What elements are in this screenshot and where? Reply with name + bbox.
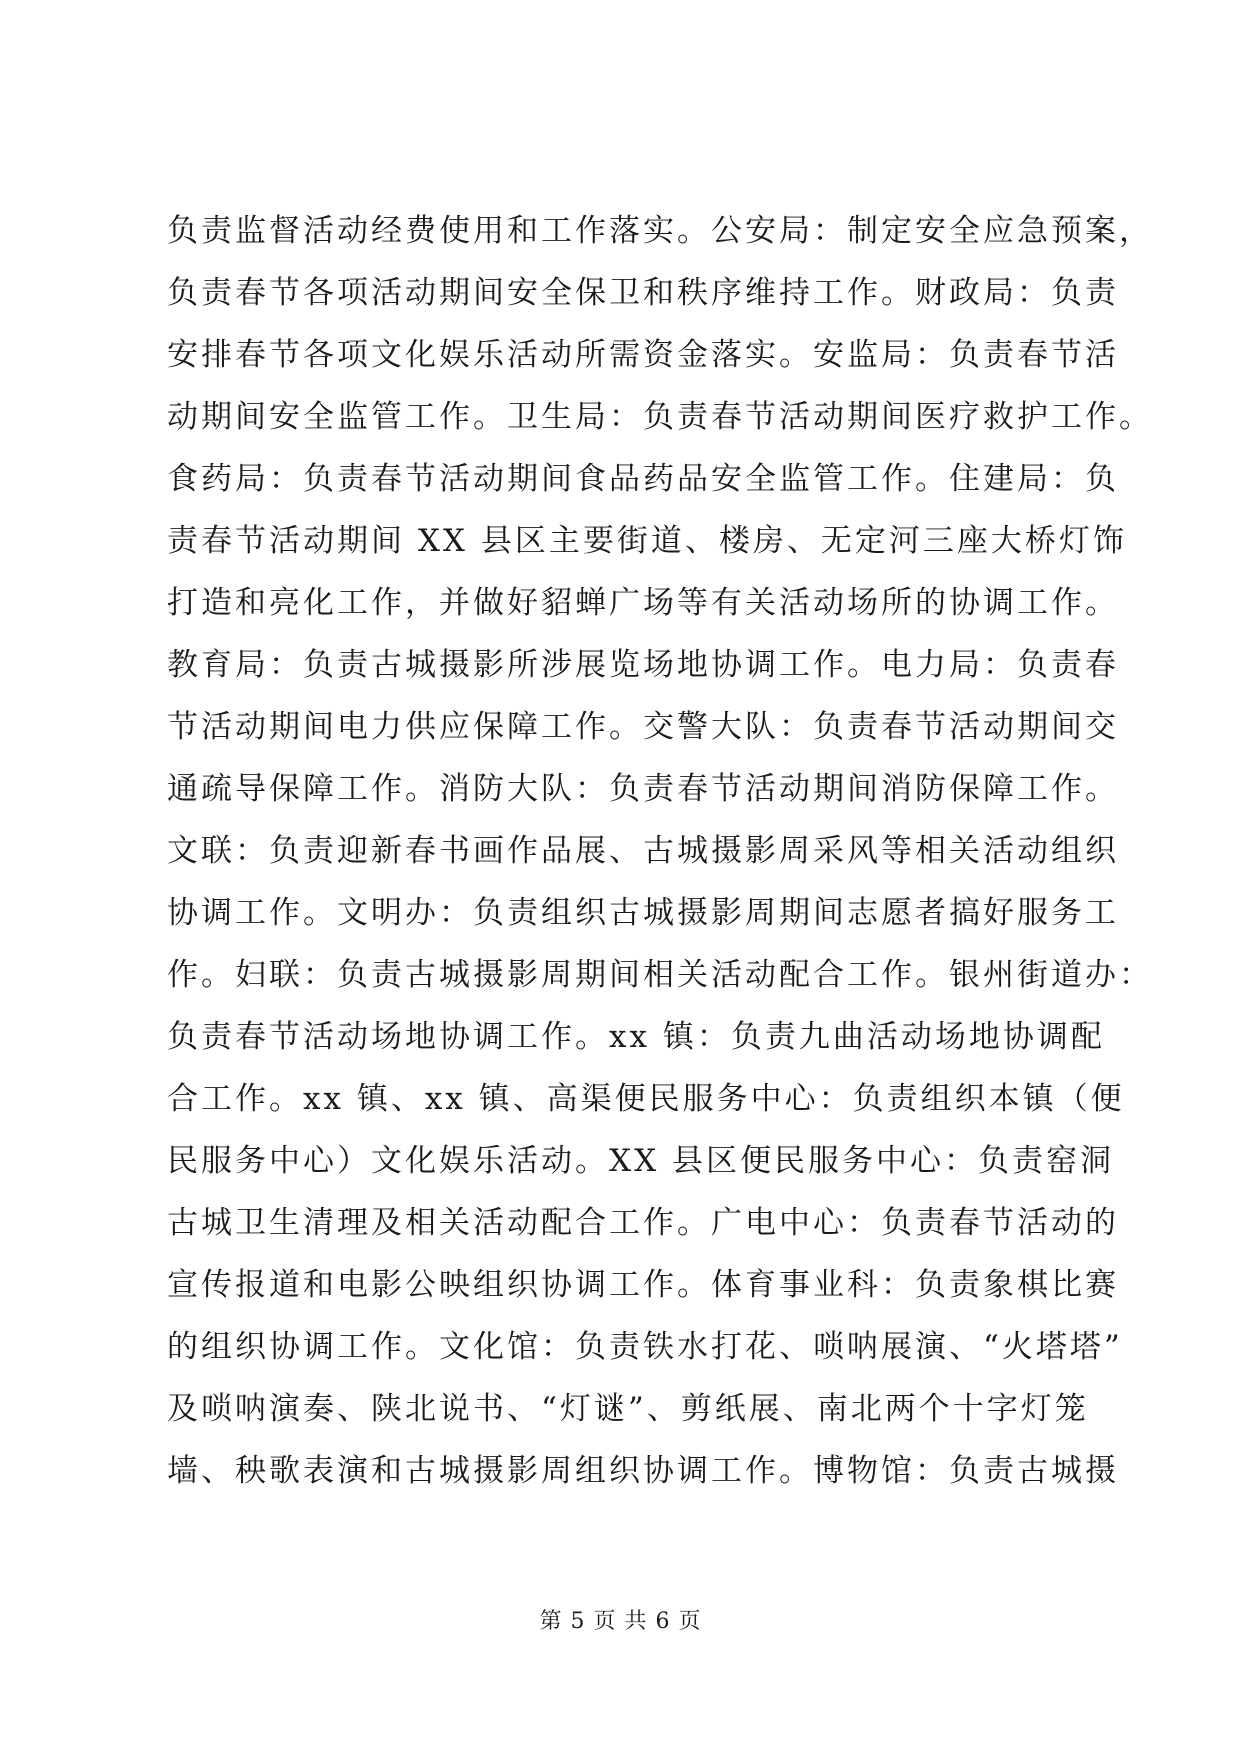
text-line: 打造和亮化工作，并做好貂蝉广场等有关活动场所的协调工作。 [167,585,1119,621]
text-line: 负责监督活动经费使用和工作落实。公安局：制定安全应急预案， [167,213,1153,249]
text-line: 动期间安全监管工作。卫生局：负责春节活动期间医疗救护工作。 [167,399,1153,435]
text-line: 文联：负责迎新春书画作品展、古城摄影周采风等相关活动组织 [167,833,1119,869]
text-line: 负责春节活动场地协调工作。xx 镇：负责九曲活动场地协调配 [167,1019,1105,1055]
text-line: 墙、秧歌表演和古城摄影周组织协调工作。博物馆：负责古城摄 [167,1453,1119,1489]
text-line: 教育局：负责古城摄影所涉展览场地协调工作。电力局：负责春 [167,647,1119,683]
text-line: 协调工作。文明办：负责组织古城摄影周期间志愿者搞好服务工 [167,895,1119,931]
text-line: 节活动期间电力供应保障工作。交警大队：负责春节活动期间交 [167,709,1119,745]
text-line: 民服务中心）文化娱乐活动。XX 县区便民服务中心：负责窑洞 [167,1143,1114,1179]
text-line: 及唢呐演奏、陕北说书、“灯谜”、剪纸展、南北两个十字灯笼 [167,1391,1089,1427]
text-line: 食药局：负责春节活动期间食品药品安全监管工作。住建局：负 [167,461,1119,497]
text-line: 负责春节各项活动期间安全保卫和秩序维持工作。财政局：负责 [167,275,1119,311]
text-line: 安排春节各项文化娱乐活动所需资金落实。安监局：负责春节活 [167,337,1119,373]
text-line: 作。妇联：负责古城摄影周期间相关活动配合工作。银州街道办： [167,957,1153,993]
text-line: 宣传报道和电影公映组织协调工作。体育事业科：负责象棋比赛 [167,1267,1119,1303]
text-line: 责春节活动期间 XX 县区主要街道、楼房、无定河三座大桥灯饰 [167,523,1127,559]
text-line: 的组织协调工作。文化馆：负责铁水打花、唢呐展演、“火塔塔” [167,1329,1123,1365]
text-line: 合工作。xx 镇、xx 镇、高渠便民服务中心：负责组织本镇（便 [167,1081,1125,1117]
text-line: 通疏导保障工作。消防大队：负责春节活动期间消防保障工作。 [167,771,1119,807]
text-line: 古城卫生清理及相关活动配合工作。广电中心：负责春节活动的 [167,1205,1119,1241]
page-number-footer: 第 5 页 共 6 页 [539,1609,702,1634]
body-paragraph [167,200,1153,1502]
